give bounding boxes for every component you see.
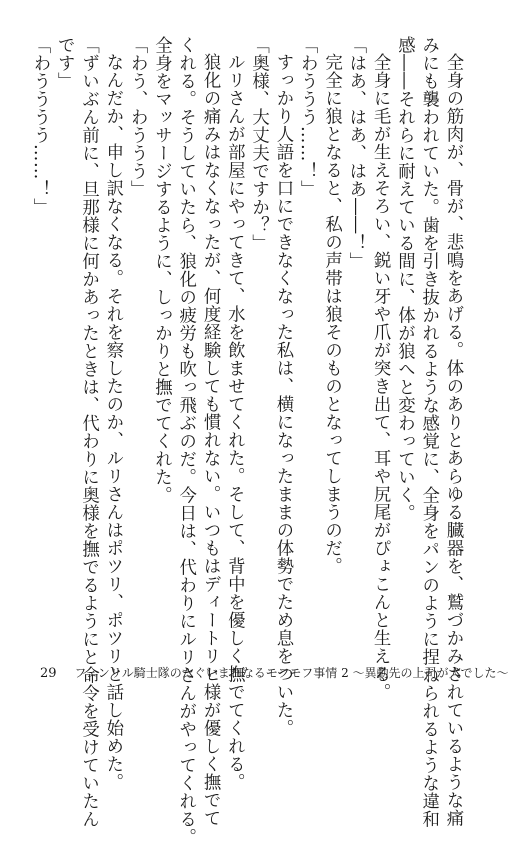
page-number: 29 <box>40 666 57 681</box>
text-line: 「わううう……！」 <box>297 36 318 198</box>
text-line: くれる。そうしていたら、狼化の疲労も吹っ飛ぶのだ。今日は、代わりにルリさんがやってくれる。 <box>175 36 196 846</box>
text-line: 「わうううう……！」 <box>29 36 50 216</box>
text-line: 全身に毛が生えそろい、鋭い牙や爪が突き出て、耳や尻尾がぴょこんと生える。 <box>370 53 391 702</box>
text-line: ルリさんが部屋にやってきて、水を飲ませてくれた。そして、背中を優しく撫でてくれる。 <box>224 53 245 792</box>
text-line: なんだか、申し訳なくなる。それを察したのか、ルリさんはポツリ、ポツリと話し始めた。 <box>102 53 123 792</box>
text-line: 感――それらに耐えている間に、体が狼へと変わっていく。 <box>394 36 415 522</box>
text-line: すっかり人語を口にできなくなった私は、横になったままの体勢でため息をついた。 <box>272 53 293 738</box>
text-line: 「はあ、はあ、はあ――！」 <box>345 36 366 270</box>
page-footer <box>40 663 509 683</box>
running-title: フェンリル騎士隊のたぐいまれなるモフモフ事情 2 ～異動先の上司が犬でした～ <box>74 666 509 680</box>
text-line: 完全に狼となると、私の声帯は狼そのものとなってしまうのだ。 <box>321 53 342 576</box>
text-line: 「わう、わううう」 <box>127 36 148 198</box>
text-line: 「奥様、大丈夫ですか？」 <box>248 36 269 252</box>
text-line: です」 <box>54 36 75 90</box>
text-line: 狼化の痛みはなくなったが、何度経験しても慣れない。いつもはディートリヒ様が優しく撫でて <box>200 53 221 828</box>
text-line: 全身をマッサージするように、しっかりと撫でてくれた。 <box>151 36 172 504</box>
text-line: みにも襲われていた。歯を引き抜かれるような感覚に、全身をパンのように捏ねられるような違和 <box>418 36 439 828</box>
text-line: 「ずいぶん前に、旦那様に何かあったときは、代わりに奥様を撫でるようにと命令を受けていたん <box>78 36 99 828</box>
text-line: 全身の筋肉が、骨が、悲鳴をあげる。体のありとあらゆる臓器を、鷲づかみされているような痛 <box>443 53 463 828</box>
